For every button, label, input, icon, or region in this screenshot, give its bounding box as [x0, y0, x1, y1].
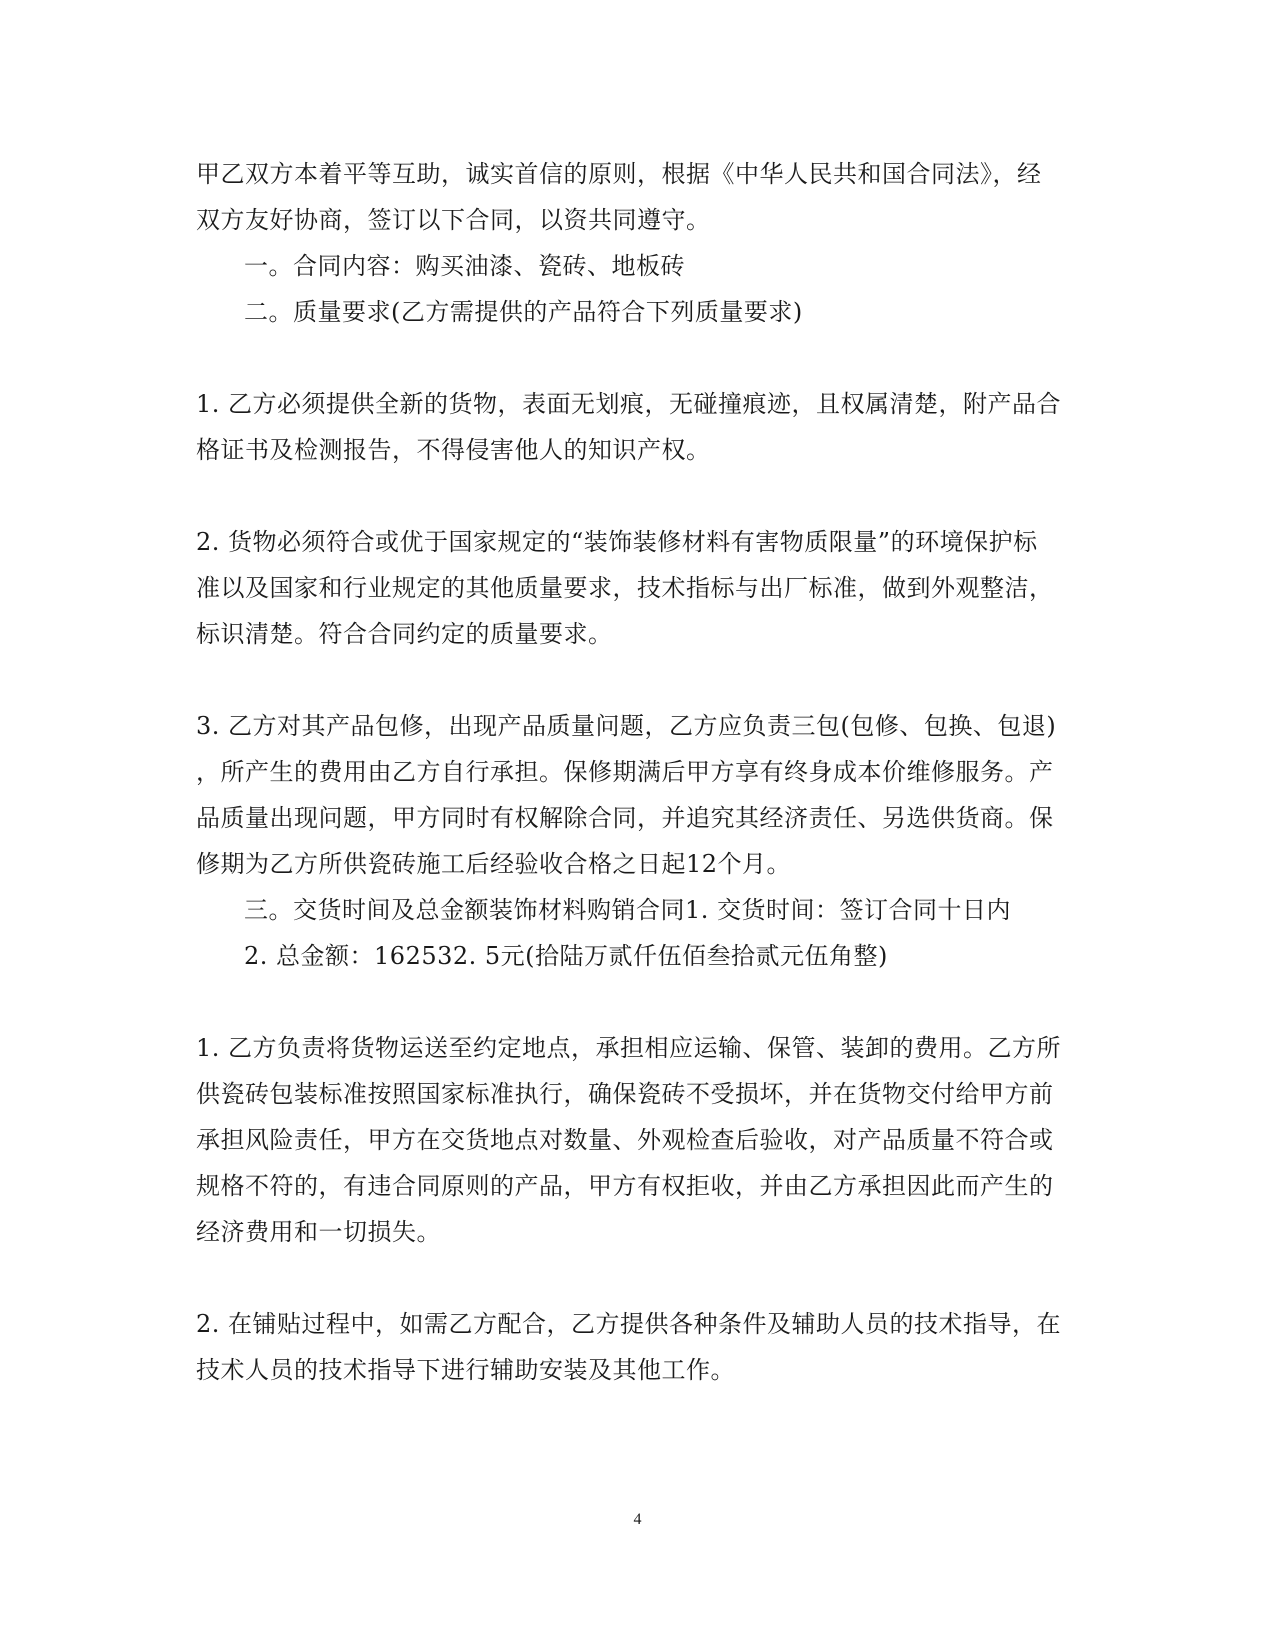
paragraph-intro-line-2: 双方友好协商，签订以下合同，以资共同遵守。: [196, 206, 711, 234]
page-number: 4: [633, 1511, 642, 1528]
clause-2-3-line-2: ，所产生的费用由乙方自行承担。保修期满后甲方享有终身成本价维修服务。产: [196, 758, 1054, 786]
paragraph-intro-line-1: 甲乙双方本着平等互助，诚实首信的原则，根据《中华人民共和国合同法》，经: [196, 160, 1042, 188]
clause-4-1-line-1: 1. 乙方负责将货物运送至约定地点，承担相应运输、保管、装卸的费用。乙方所: [196, 1034, 1062, 1062]
clause-2-3-line-3: 品质量出现问题，甲方同时有权解除合同，并追究其经济责任、另选供货商。保: [196, 804, 1054, 832]
section-2-heading: 二。质量要求(乙方需提供的产品符合下列质量要求): [244, 298, 803, 326]
clause-4-2-line-2: 技术人员的技术指导下进行辅助安装及其他工作。: [196, 1356, 735, 1384]
clause-2-2-line-1: 2. 货物必须符合或优于国家规定的“装饰装修材料有害物质限量”的环境保护标: [196, 528, 1038, 556]
clause-2-1-line-1: 1. 乙方必须提供全新的货物，表面无划痕，无碰撞痕迹，且权属清楚，附产品合: [196, 390, 1062, 418]
section-3-heading: 三。交货时间及总金额装饰材料购销合同1. 交货时间：签订合同十日内: [244, 896, 1012, 924]
clause-2-2-line-3: 标识清楚。符合合同约定的质量要求。: [196, 620, 613, 648]
clause-4-1-line-2: 供瓷砖包装标准按照国家标准执行，确保瓷砖不受损坏，并在货物交付给甲方前: [196, 1080, 1054, 1108]
clause-2-3-line-4: 修期为乙方所供瓷砖施工后经验收合格之日起12个月。: [196, 850, 792, 878]
clause-2-1-line-2: 格证书及检测报告，不得侵害他人的知识产权。: [196, 436, 711, 464]
clause-4-1-line-5: 经济费用和一切损失。: [196, 1218, 441, 1246]
total-amount-line: 2. 总金额：162532. 5元(拾陆万贰仟伍佰叁拾贰元伍角整): [244, 942, 888, 970]
clause-2-2-line-2: 准以及国家和行业规定的其他质量要求，技术指标与出厂标准，做到外观整洁，: [196, 574, 1054, 602]
clause-4-1-line-3: 承担风险责任，甲方在交货地点对数量、外观检查后验收，对产品质量不符合或: [196, 1126, 1054, 1154]
clause-2-3-line-1: 3. 乙方对其产品包修，出现产品质量问题，乙方应负责三包(包修、包换、包退): [196, 712, 1057, 740]
section-1-heading: 一。合同内容：购买油漆、瓷砖、地板砖: [244, 252, 685, 280]
clause-4-2-line-1: 2. 在铺贴过程中，如需乙方配合，乙方提供各种条件及辅助人员的技术指导，在: [196, 1310, 1062, 1338]
clause-4-1-line-4: 规格不符的，有违合同原则的产品，甲方有权拒收，并由乙方承担因此而产生的: [196, 1172, 1054, 1200]
